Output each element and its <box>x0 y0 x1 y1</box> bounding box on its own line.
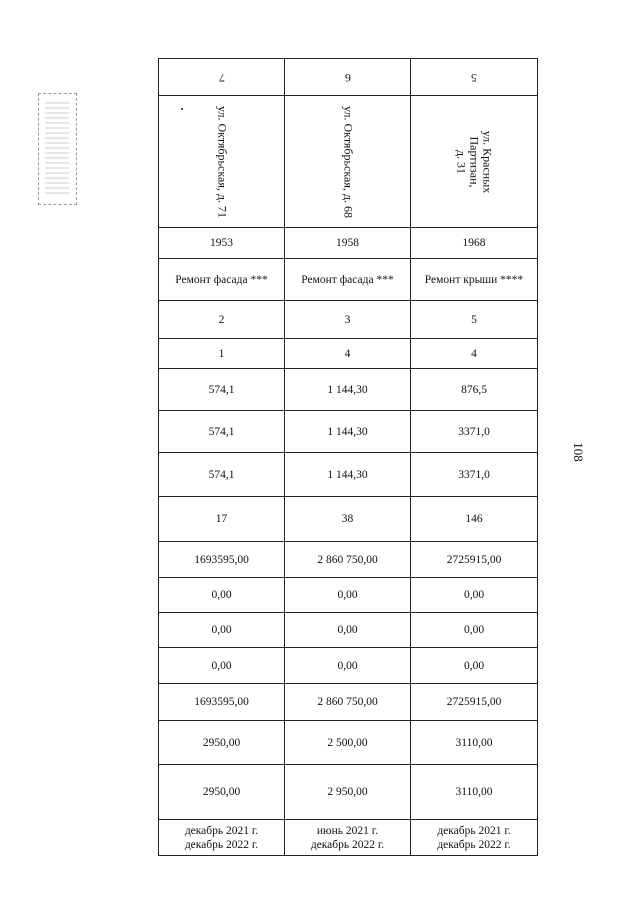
row-work-type <box>159 259 538 301</box>
cell-address <box>285 96 411 228</box>
cell-number <box>285 59 411 96</box>
cell-value: 2 950,00 <box>285 765 411 820</box>
cell-address <box>411 96 538 228</box>
row-value-5 <box>159 453 538 497</box>
cell-work-type: Ремонт крыши **** <box>411 259 538 301</box>
cell-value: 1 144,30 <box>285 411 411 453</box>
cell-value: 0,00 <box>159 578 285 613</box>
cell-value: 1 144,30 <box>285 369 411 411</box>
cell-value: 1693595,00 <box>159 684 285 721</box>
cell-value: 574,1 <box>159 411 285 453</box>
cell-value: 0,00 <box>411 613 538 648</box>
cell-value: 1693595,00 <box>159 542 285 578</box>
cell-value: 0,00 <box>159 613 285 648</box>
cell-value: 2 500,00 <box>285 721 411 765</box>
period-start: июнь 2021 г. <box>316 824 379 837</box>
cell-year: 1953 <box>159 228 285 259</box>
cell-value: 876,5 <box>411 369 538 411</box>
period-end: декабрь 2022 г. <box>184 838 259 851</box>
cell-value: 2950,00 <box>159 721 285 765</box>
cell-period <box>285 820 411 856</box>
cell-value: 4 <box>411 339 538 369</box>
cell-address <box>159 96 285 228</box>
row-value-4 <box>159 411 538 453</box>
cell-value: 3371,0 <box>411 411 538 453</box>
cell-value: 5 <box>411 301 538 339</box>
cell-number <box>159 59 285 96</box>
cell-value: 0,00 <box>411 578 538 613</box>
stamp <box>38 93 77 205</box>
period-start: декабрь 2021 г. <box>184 824 259 837</box>
cell-value: 38 <box>285 497 411 542</box>
row-value-10 <box>159 648 538 684</box>
cell-value: 0,00 <box>159 648 285 684</box>
cell-value: 2725915,00 <box>411 542 538 578</box>
row-column-number <box>159 59 538 96</box>
row-value-9 <box>159 613 538 648</box>
row-year <box>159 228 538 259</box>
period-start: декабрь 2021 г. <box>437 824 511 837</box>
address-text: ул. Октябрьская, д. 68 <box>341 105 355 218</box>
cell-work-type: Ремонт фасада *** <box>285 259 411 301</box>
cell-value: 2 860 750,00 <box>285 684 411 721</box>
cell-value: 1 144,30 <box>285 453 411 497</box>
row-period <box>159 820 538 856</box>
dot-mark <box>181 108 183 110</box>
cell-value: 2 860 750,00 <box>285 542 411 578</box>
cell-value: 574,1 <box>159 369 285 411</box>
column-number-5: 5 <box>471 70 477 85</box>
row-address <box>159 96 538 228</box>
cell-value: 4 <box>285 339 411 369</box>
page-number: 108 <box>571 442 586 462</box>
cell-value: 1 <box>159 339 285 369</box>
period-end: декабрь 2022 г. <box>437 838 511 851</box>
cell-period <box>411 820 538 856</box>
column-number-7: 7 <box>218 70 225 85</box>
address-text: ул. Красных Партизан, д. 31 <box>454 130 495 193</box>
row-value-7 <box>159 542 538 578</box>
cell-value: 3110,00 <box>411 721 538 765</box>
cell-year: 1958 <box>285 228 411 259</box>
cell-work-type: Ремонт фасада *** <box>159 259 285 301</box>
cell-number <box>411 59 538 96</box>
cell-period <box>159 820 285 856</box>
cell-value: 0,00 <box>285 613 411 648</box>
cell-value: 146 <box>411 497 538 542</box>
row-value-6 <box>159 497 538 542</box>
cell-value: 0,00 <box>411 648 538 684</box>
cell-value: 574,1 <box>159 453 285 497</box>
row-value-8 <box>159 578 538 613</box>
row-value-13 <box>159 765 538 820</box>
cell-value: 0,00 <box>285 578 411 613</box>
cell-value: 17 <box>159 497 285 542</box>
cell-value: 2 <box>159 301 285 339</box>
row-value-3 <box>159 369 538 411</box>
cell-value: 3371,0 <box>411 453 538 497</box>
cell-value: 0,00 <box>285 648 411 684</box>
stamp-texture <box>45 102 69 194</box>
column-number-6: 6 <box>344 70 351 85</box>
cell-value: 2950,00 <box>159 765 285 820</box>
address-text: ул. Октябрьская, д. 71 <box>215 105 229 218</box>
cell-value: 3 <box>285 301 411 339</box>
row-value-11 <box>159 684 538 721</box>
row-value-1 <box>159 301 538 339</box>
repair-table <box>158 58 538 856</box>
row-value-2 <box>159 339 538 369</box>
cell-year: 1968 <box>411 228 538 259</box>
cell-value: 2725915,00 <box>411 684 538 721</box>
cell-value: 3110,00 <box>411 765 538 820</box>
period-end: декабрь 2022 г. <box>310 838 385 851</box>
row-value-12 <box>159 721 538 765</box>
